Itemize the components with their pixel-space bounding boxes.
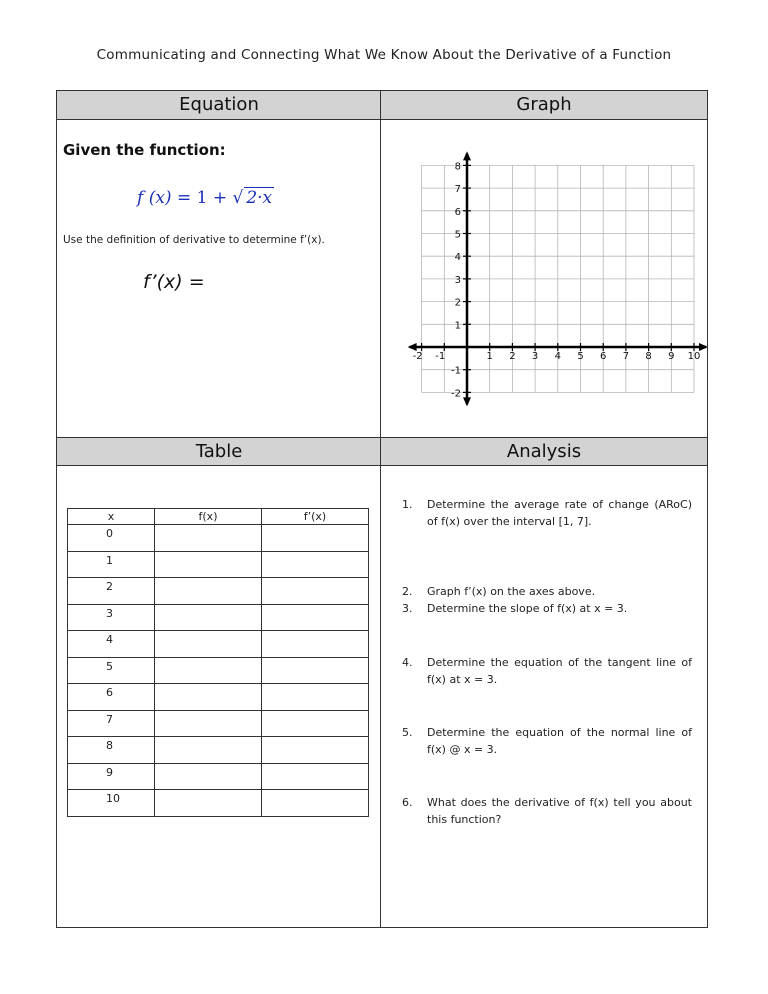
- fx-cell: [155, 737, 262, 764]
- col-fprime: f’(x): [262, 509, 369, 525]
- fx-cell: [155, 763, 262, 790]
- col-x: x: [68, 509, 155, 525]
- fprime-cell: [262, 578, 369, 605]
- x-value: 9: [68, 763, 155, 790]
- y-tick-label: -2: [451, 388, 461, 400]
- fprime-cell: [262, 684, 369, 711]
- question-number: 1.: [402, 498, 413, 511]
- x-tick-label: 2: [509, 351, 516, 362]
- x-value: 3: [68, 604, 155, 631]
- x-tick-label: -2: [412, 351, 423, 362]
- fx-cell: [155, 631, 262, 658]
- fprime-cell: [262, 525, 369, 552]
- table-row: [68, 525, 369, 552]
- fx-cell: [155, 790, 262, 817]
- table-row: [68, 657, 369, 684]
- x-tick-label: 9: [668, 351, 675, 362]
- header-table: Table: [57, 437, 381, 466]
- x-value: 2: [68, 578, 155, 605]
- x-value: 0: [68, 525, 155, 552]
- x-value: 6: [68, 684, 155, 711]
- x-value: 7: [68, 710, 155, 737]
- question-number: 5.: [402, 726, 413, 739]
- y-tick-label: 6: [454, 206, 461, 218]
- table-row: [68, 737, 369, 764]
- formula-mid: = 1 + √: [171, 188, 244, 208]
- fprime-cell: [262, 657, 369, 684]
- x-tick-label: 3: [531, 351, 539, 362]
- fprime-answer-label: f’(x) =: [143, 271, 205, 293]
- fx-cell: [155, 684, 262, 711]
- function-formula: [137, 187, 274, 208]
- header-analysis: Analysis: [381, 437, 707, 466]
- x-axis-arrow-left: [408, 343, 417, 351]
- fx-cell: [155, 710, 262, 737]
- fx-cell: [155, 551, 262, 578]
- x-axis-arrow-right: [699, 343, 707, 351]
- formula-radicand: 2·x: [246, 188, 273, 208]
- col-fx: f(x): [155, 509, 262, 525]
- header-graph: Graph: [381, 91, 707, 120]
- question-number: 3.: [402, 602, 413, 615]
- table-row: [68, 604, 369, 631]
- formula-lhs: f (x): [137, 188, 172, 208]
- x-value: 5: [68, 657, 155, 684]
- question-text: Determine the equation of the tangent line of f(x) at x = 3.: [427, 656, 692, 686]
- fx-cell: [155, 657, 262, 684]
- fprime-cell: [262, 710, 369, 737]
- table-row: [68, 551, 369, 578]
- table-row: [68, 684, 369, 711]
- y-tick-label: 7: [454, 184, 461, 196]
- y-tick-label: 2: [454, 297, 461, 309]
- tick-labels: [413, 161, 701, 399]
- fprime-cell: [262, 763, 369, 790]
- y-axis-arrow-down: [463, 397, 471, 406]
- table-row: [68, 710, 369, 737]
- question-number: 4.: [402, 656, 413, 669]
- y-tick-label: 8: [454, 161, 461, 173]
- y-tick-label: 3: [454, 274, 461, 286]
- fprime-cell: [262, 631, 369, 658]
- x-tick-label: 8: [645, 351, 652, 362]
- y-tick-label: 1: [454, 320, 461, 332]
- fx-cell: [155, 578, 262, 605]
- table-row: [68, 790, 369, 817]
- fx-cell: [155, 604, 262, 631]
- question-text: Graph f’(x) on the axes above.: [427, 585, 596, 598]
- question-number: 6.: [402, 796, 413, 809]
- question-text: Determine the slope of f(x) at x = 3.: [427, 602, 628, 615]
- table-row: [68, 631, 369, 658]
- table-row: [68, 578, 369, 605]
- x-tick-label: 4: [554, 351, 561, 362]
- coordinate-grid: [381, 121, 707, 437]
- value-table: [67, 508, 369, 817]
- x-tick-label: 6: [600, 351, 607, 362]
- x-value: 1: [68, 551, 155, 578]
- y-axis-arrow-up: [463, 151, 471, 160]
- x-value: 8: [68, 737, 155, 764]
- fprime-cell: [262, 604, 369, 631]
- x-tick-label: 10: [687, 351, 701, 362]
- doc-title: Communicating and Connecting What We Know About the Derivative of a Function: [96, 47, 672, 63]
- fprime-cell: [262, 551, 369, 578]
- question-text: Determine the average rate of change (ARoC) of f(x) over the interval [1, 7].: [427, 498, 692, 528]
- question-number: 2.: [402, 585, 413, 598]
- x-value: 4: [68, 631, 155, 658]
- fprime-cell: [262, 737, 369, 764]
- x-tick-label: -1: [435, 351, 446, 362]
- fx-cell: [155, 525, 262, 552]
- given-label: Given the function:: [63, 141, 226, 159]
- y-tick-label: -1: [451, 365, 461, 377]
- question-text: Determine the equation of the normal line of f(x) @ x = 3.: [427, 726, 692, 756]
- table-row: [68, 763, 369, 790]
- x-tick-label: 5: [577, 351, 584, 362]
- question-text: What does the derivative of f(x) tell you about this function?: [427, 796, 692, 826]
- worksheet-grid: [56, 90, 708, 928]
- x-tick-label: 7: [622, 351, 630, 362]
- fprime-cell: [262, 790, 369, 817]
- y-tick-label: 5: [454, 229, 461, 241]
- y-tick-label: 4: [454, 252, 461, 264]
- x-value: 10: [68, 790, 155, 817]
- x-tick-label: 1: [486, 351, 493, 362]
- header-equation: Equation: [57, 91, 381, 120]
- instruction-text: Use the definition of derivative to determine f’(x).: [63, 234, 325, 246]
